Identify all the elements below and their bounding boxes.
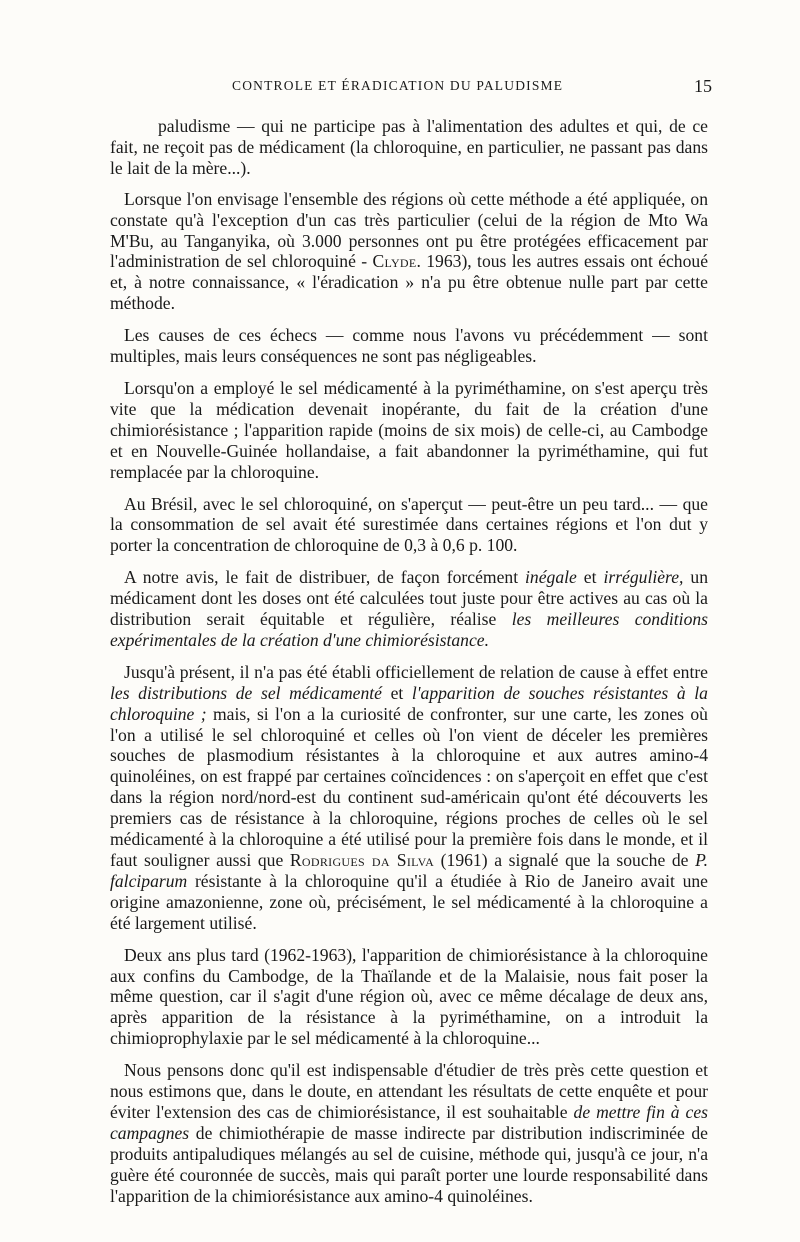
paragraph-2-text-b: . 1963), tous les autres essais ont échoué et, à notre connaissance, « l'éradication » n'a pu être obtenue nulle part par cette méthode. — [110, 251, 709, 314]
paragraph-7-text-e: résistante à la chloroquine qu'il a étudiée à Rio de Janeiro avait une origine amazonienne, zone où, précisément, le sel médicamenté à la chloroquine a été largement utilisé. — [110, 870, 708, 933]
paragraph-5 — [110, 494, 708, 557]
paragraph-9-text-a: Nous pensons donc qu'il est indispensable d'étudier de très près cette question et nous estimons que, dans le doute, en attendant les résultats de cette enquête et pour éviter l'extension des cas de chimiorésistance, il est souhaitable — [110, 1060, 708, 1122]
emphasis-mettre-fin: de mettre fin à ces campagnes — [110, 1101, 708, 1143]
paragraph-7-text-d: (1961) a signalé que la souche de — [434, 850, 696, 870]
paragraph-8-text: Deux ans plus tard (1962-1963), l'apparition de chimiorésistance à la chloroquine aux confins du Cambodge, de la Thaïlande et de la Malaisie, nous fait poser la même question, car il s'agit d'une région où, avec ce même décalage de deux ans, après apparition de la résistance à la pyriméthamine, on a introduit la chimioprophylaxie par le sel médicamenté à la chloroquine... — [110, 944, 708, 1049]
paragraph-1-text: paludisme — qui ne participe pas à l'alimentation des adultes et qui, de ce fait, ne reçoit pas de médicament (la chloroquine, en particulier, ne passant pas dans le lait de la mère...). — [110, 116, 708, 178]
paragraph-4-text: Lorsqu'on a employé le sel médicamenté à la pyriméthamine, on s'est aperçu très vite que la médication devenait inopérante, du fait de la création d'une chimiorésistance ; l'apparition rapide (moins de six mois) de celle-ci, au Cambodge et en Nouvelle-Guinée hollandaise, a fait abandonner la pyriméthamine, qui fut remplacée par la chloroquine. — [110, 377, 708, 482]
paragraph-9 — [110, 1060, 708, 1206]
emphasis-souches: l'apparition de souches résistantes à la chloroquine ; — [110, 682, 708, 724]
paragraph-1 — [110, 116, 708, 179]
running-title: CONTROLE ET ÉRADICATION DU PALUDISME — [232, 78, 564, 93]
species-p-falciparum: P. falciparum — [110, 850, 708, 891]
emphasis-irreguliere: irrégulière, — [603, 567, 684, 588]
paragraph-7-text-b: et — [381, 682, 412, 703]
paragraph-8 — [110, 945, 708, 1050]
paragraph-6-text-c: un médicament dont les doses ont été calculées tout juste pour être actives au cas où la distribution serait équitable et régulière, réalise — [110, 567, 708, 630]
paragraph-2 — [110, 189, 708, 314]
body-text — [110, 116, 708, 1218]
paragraph-6 — [110, 567, 708, 651]
emphasis-conditions: les meilleures conditions expérimentales de la création d'une chimiorésistance. — [110, 609, 709, 650]
paragraph-7-text-c: mais, si l'on a la curiosité de confronter, sur une carte, les zones où l'on a utilisé le sel chloroquiné et celles où l'on vient de déceler les premières souches de plasmodium résistantes à la chloroquine et aux autres amino-4 quinoléines, on est frappé par certaines coïncidences : on s'aperçoit en effet que c'est dans la région nord/nord-est du continent sud-américain qu'ont été découverts les premiers cas de résistance à la chloroquine, régions proches de celles où le sel médicamenté à la chloroquine a été utilisé pour la première fois dans le monde, et il faut souligner aussi que — [110, 703, 708, 870]
paragraph-9-text-b: de chimiothérapie de masse indirecte par distribution indiscriminée de produits antipaludiques mélangés au sel de cuisine, méthode qui, jusqu'à ce jour, n'a guère été couronnée de succès, mais qui paraît porter une lourde responsabilité dans l'apparition de la chimiorésistance aux amino-4 quinoléines. — [110, 1122, 708, 1206]
paragraph-6-text-a: A notre avis, le fait de distribuer, de façon forcément — [124, 567, 526, 588]
page-number: 15 — [694, 76, 712, 96]
author-rodrigues-da-silva: Rodrigues da Silva — [289, 850, 435, 870]
paragraph-6-text-b: et — [576, 567, 604, 588]
paragraph-4 — [110, 378, 708, 483]
paragraph-3-text: Les causes de ces échecs — comme nous l'avons vu précédemment — sont multiples, mais leurs conséquences ne sont pas négligeables. — [110, 325, 708, 367]
paragraph-2-text-a: Lorsque l'on envisage l'ensemble des régions où cette méthode a été appliquée, on constate qu'à l'exception d'un cas très particulier (celui de la région de Mto Wa M'Bu, au Tanganyika, où 3.000 personnes ont pu être protégées efficacement par l'administration de sel chloroquiné - — [110, 188, 708, 272]
paragraph-7-text-a: Jusqu'à présent, il n'a pas été établi officiellement de relation de cause à effet entre — [124, 661, 708, 682]
paragraph-7 — [110, 662, 708, 934]
emphasis-distributions: les distributions de sel médicamenté — [110, 682, 382, 703]
author-clyde: Clyde — [372, 251, 417, 272]
emphasis-inegale: inégale — [525, 567, 577, 588]
paragraph-3 — [110, 325, 708, 367]
paragraph-5-text: Au Brésil, avec le sel chloroquiné, on s'aperçut — peut-être un peu tard... — que la consommation de sel avait été surestimée dans certaines régions et l'on dut y porter la concentration de chloroquine de 0,3 à 0,6 p. 100. — [110, 493, 708, 556]
